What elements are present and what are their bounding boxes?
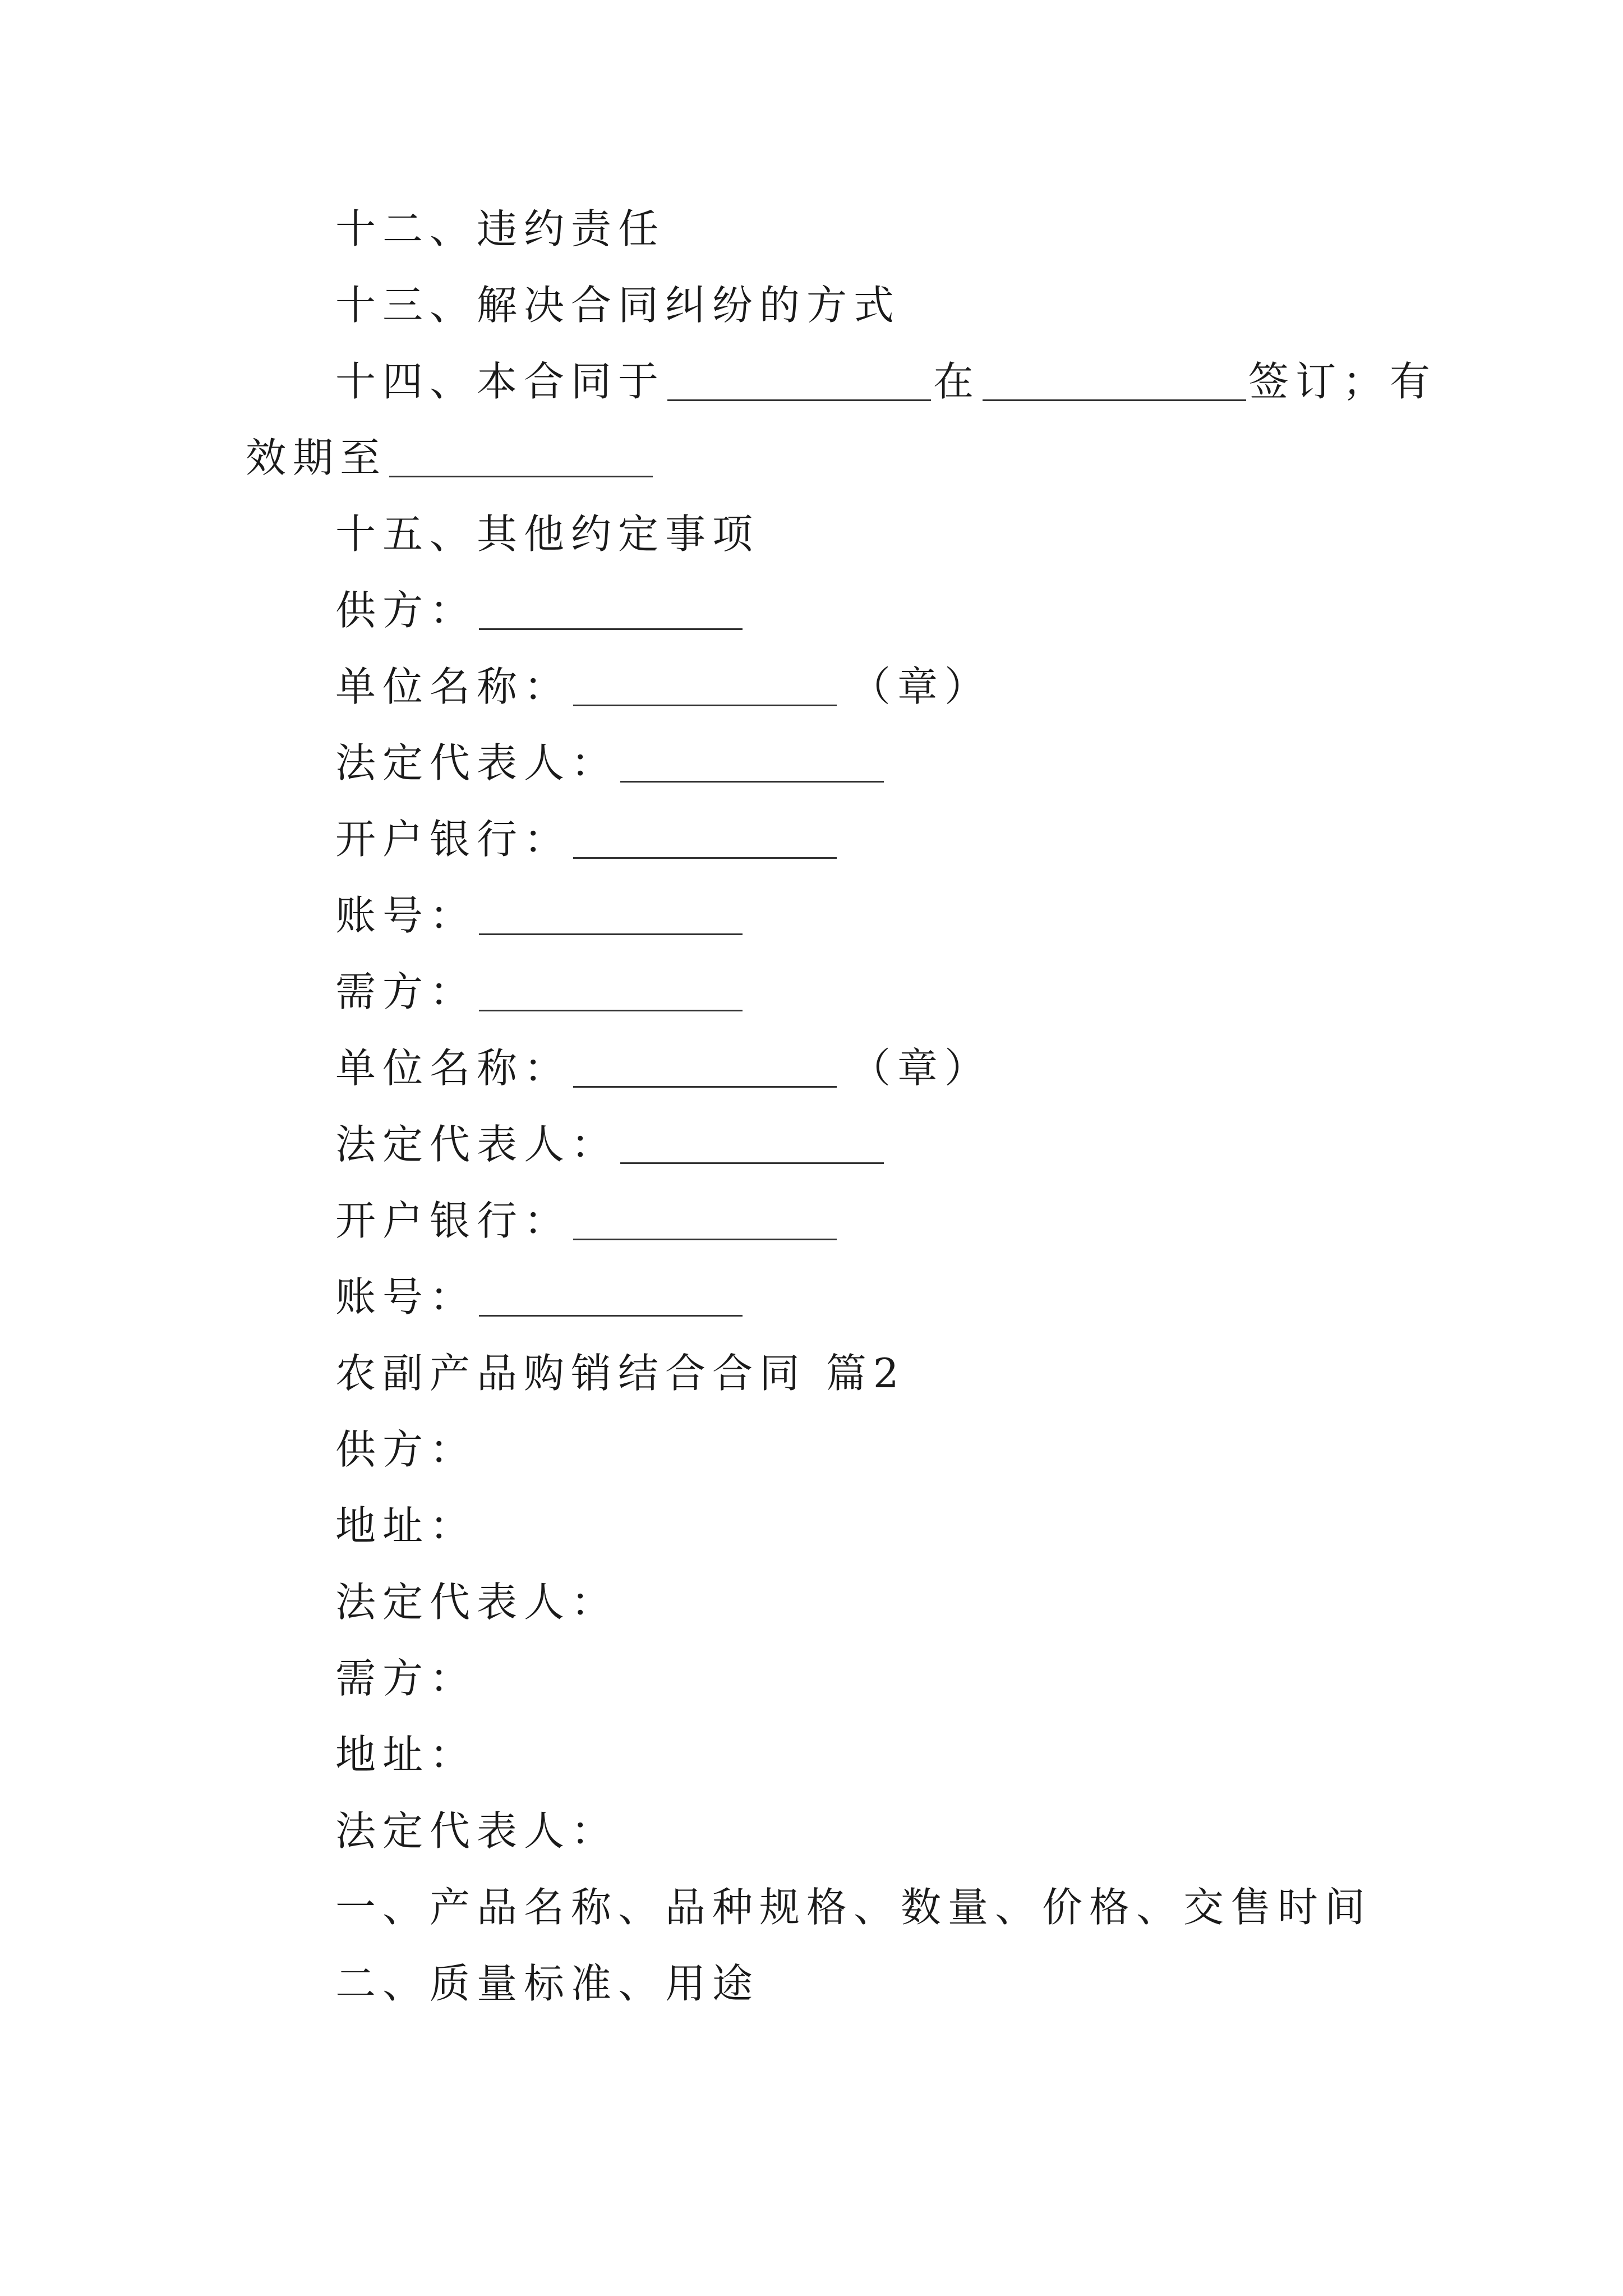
section-14-signing-line bbox=[246, 343, 1437, 420]
contract-2-buyer: 需方： bbox=[335, 1655, 477, 1702]
section-14-prefix: 十四、本合同于 bbox=[335, 358, 666, 405]
supplier-bank-line bbox=[246, 801, 1395, 877]
contract-2-item-1: 一、产品名称、品种规格、数量、价格、交售时间 bbox=[335, 1884, 1372, 1931]
signing-place-blank[interactable] bbox=[983, 355, 1246, 401]
buyer-unit-name-label: 单位名称： bbox=[335, 1045, 571, 1092]
supplier-legal-rep-label: 法定代表人： bbox=[335, 739, 619, 786]
validity-label: 效期至 bbox=[246, 434, 388, 481]
validity-date-blank[interactable] bbox=[389, 431, 653, 477]
document-body bbox=[246, 191, 1437, 2022]
contract-2-supplier: 供方： bbox=[335, 1426, 477, 1473]
supplier-bank-label: 开户银行： bbox=[335, 816, 571, 863]
buyer-unit-name-line bbox=[246, 1030, 1395, 1106]
supplier-account-label: 账号： bbox=[335, 892, 477, 939]
buyer-unit-name-blank[interactable] bbox=[573, 1041, 837, 1088]
buyer-party-label: 需方： bbox=[335, 968, 477, 1015]
contract-2-title: 农副产品购销结合合同 篇2 bbox=[335, 1350, 906, 1397]
section-15-other-matters: 十五、其他约定事项 bbox=[335, 510, 760, 558]
buyer-account-line bbox=[246, 1259, 1395, 1335]
contract-2-supplier-legal-rep: 法定代表人： bbox=[335, 1579, 619, 1626]
supplier-legal-rep-line bbox=[246, 725, 1395, 801]
section-14-suffix: 签订；有 bbox=[1248, 358, 1437, 405]
supplier-unit-name-label: 单位名称： bbox=[335, 663, 571, 710]
section-14-validity-line bbox=[246, 420, 1395, 496]
contract-2-item-2: 二、质量标准、用途 bbox=[335, 1960, 760, 2007]
buyer-legal-rep-line bbox=[246, 1106, 1395, 1182]
supplier-unit-name-line bbox=[246, 648, 1395, 725]
section-14-mid: 在 bbox=[933, 358, 981, 405]
supplier-account-blank[interactable] bbox=[479, 889, 743, 935]
supplier-bank-blank[interactable] bbox=[573, 812, 837, 859]
section-12-breach-liability: 十二、违约责任 bbox=[335, 205, 666, 252]
buyer-account-label: 账号： bbox=[335, 1273, 477, 1320]
supplier-legal-rep-blank[interactable] bbox=[620, 736, 884, 783]
buyer-party-line bbox=[246, 954, 1395, 1030]
buyer-seal-label: （章） bbox=[850, 1045, 992, 1092]
supplier-seal-label: （章） bbox=[850, 663, 992, 710]
buyer-bank-blank[interactable] bbox=[573, 1194, 837, 1240]
buyer-bank-line bbox=[246, 1182, 1395, 1259]
contract-2-supplier-address: 地址： bbox=[335, 1502, 477, 1549]
supplier-party-label: 供方： bbox=[335, 587, 477, 634]
buyer-party-blank[interactable] bbox=[479, 965, 743, 1011]
signing-date-blank[interactable] bbox=[667, 355, 931, 401]
supplier-party-blank[interactable] bbox=[479, 583, 743, 630]
supplier-account-line bbox=[246, 877, 1395, 954]
contract-2-buyer-legal-rep: 法定代表人： bbox=[335, 1807, 619, 1855]
supplier-party-line bbox=[246, 572, 1395, 648]
section-13-dispute-resolution: 十三、解决合同纠纷的方式 bbox=[335, 282, 901, 329]
buyer-account-blank[interactable] bbox=[479, 1270, 743, 1317]
buyer-bank-label: 开户银行： bbox=[335, 1197, 571, 1244]
buyer-legal-rep-label: 法定代表人： bbox=[335, 1121, 619, 1168]
supplier-unit-name-blank[interactable] bbox=[573, 660, 837, 706]
contract-2-buyer-address: 地址： bbox=[335, 1731, 477, 1778]
buyer-legal-rep-blank[interactable] bbox=[620, 1117, 884, 1164]
